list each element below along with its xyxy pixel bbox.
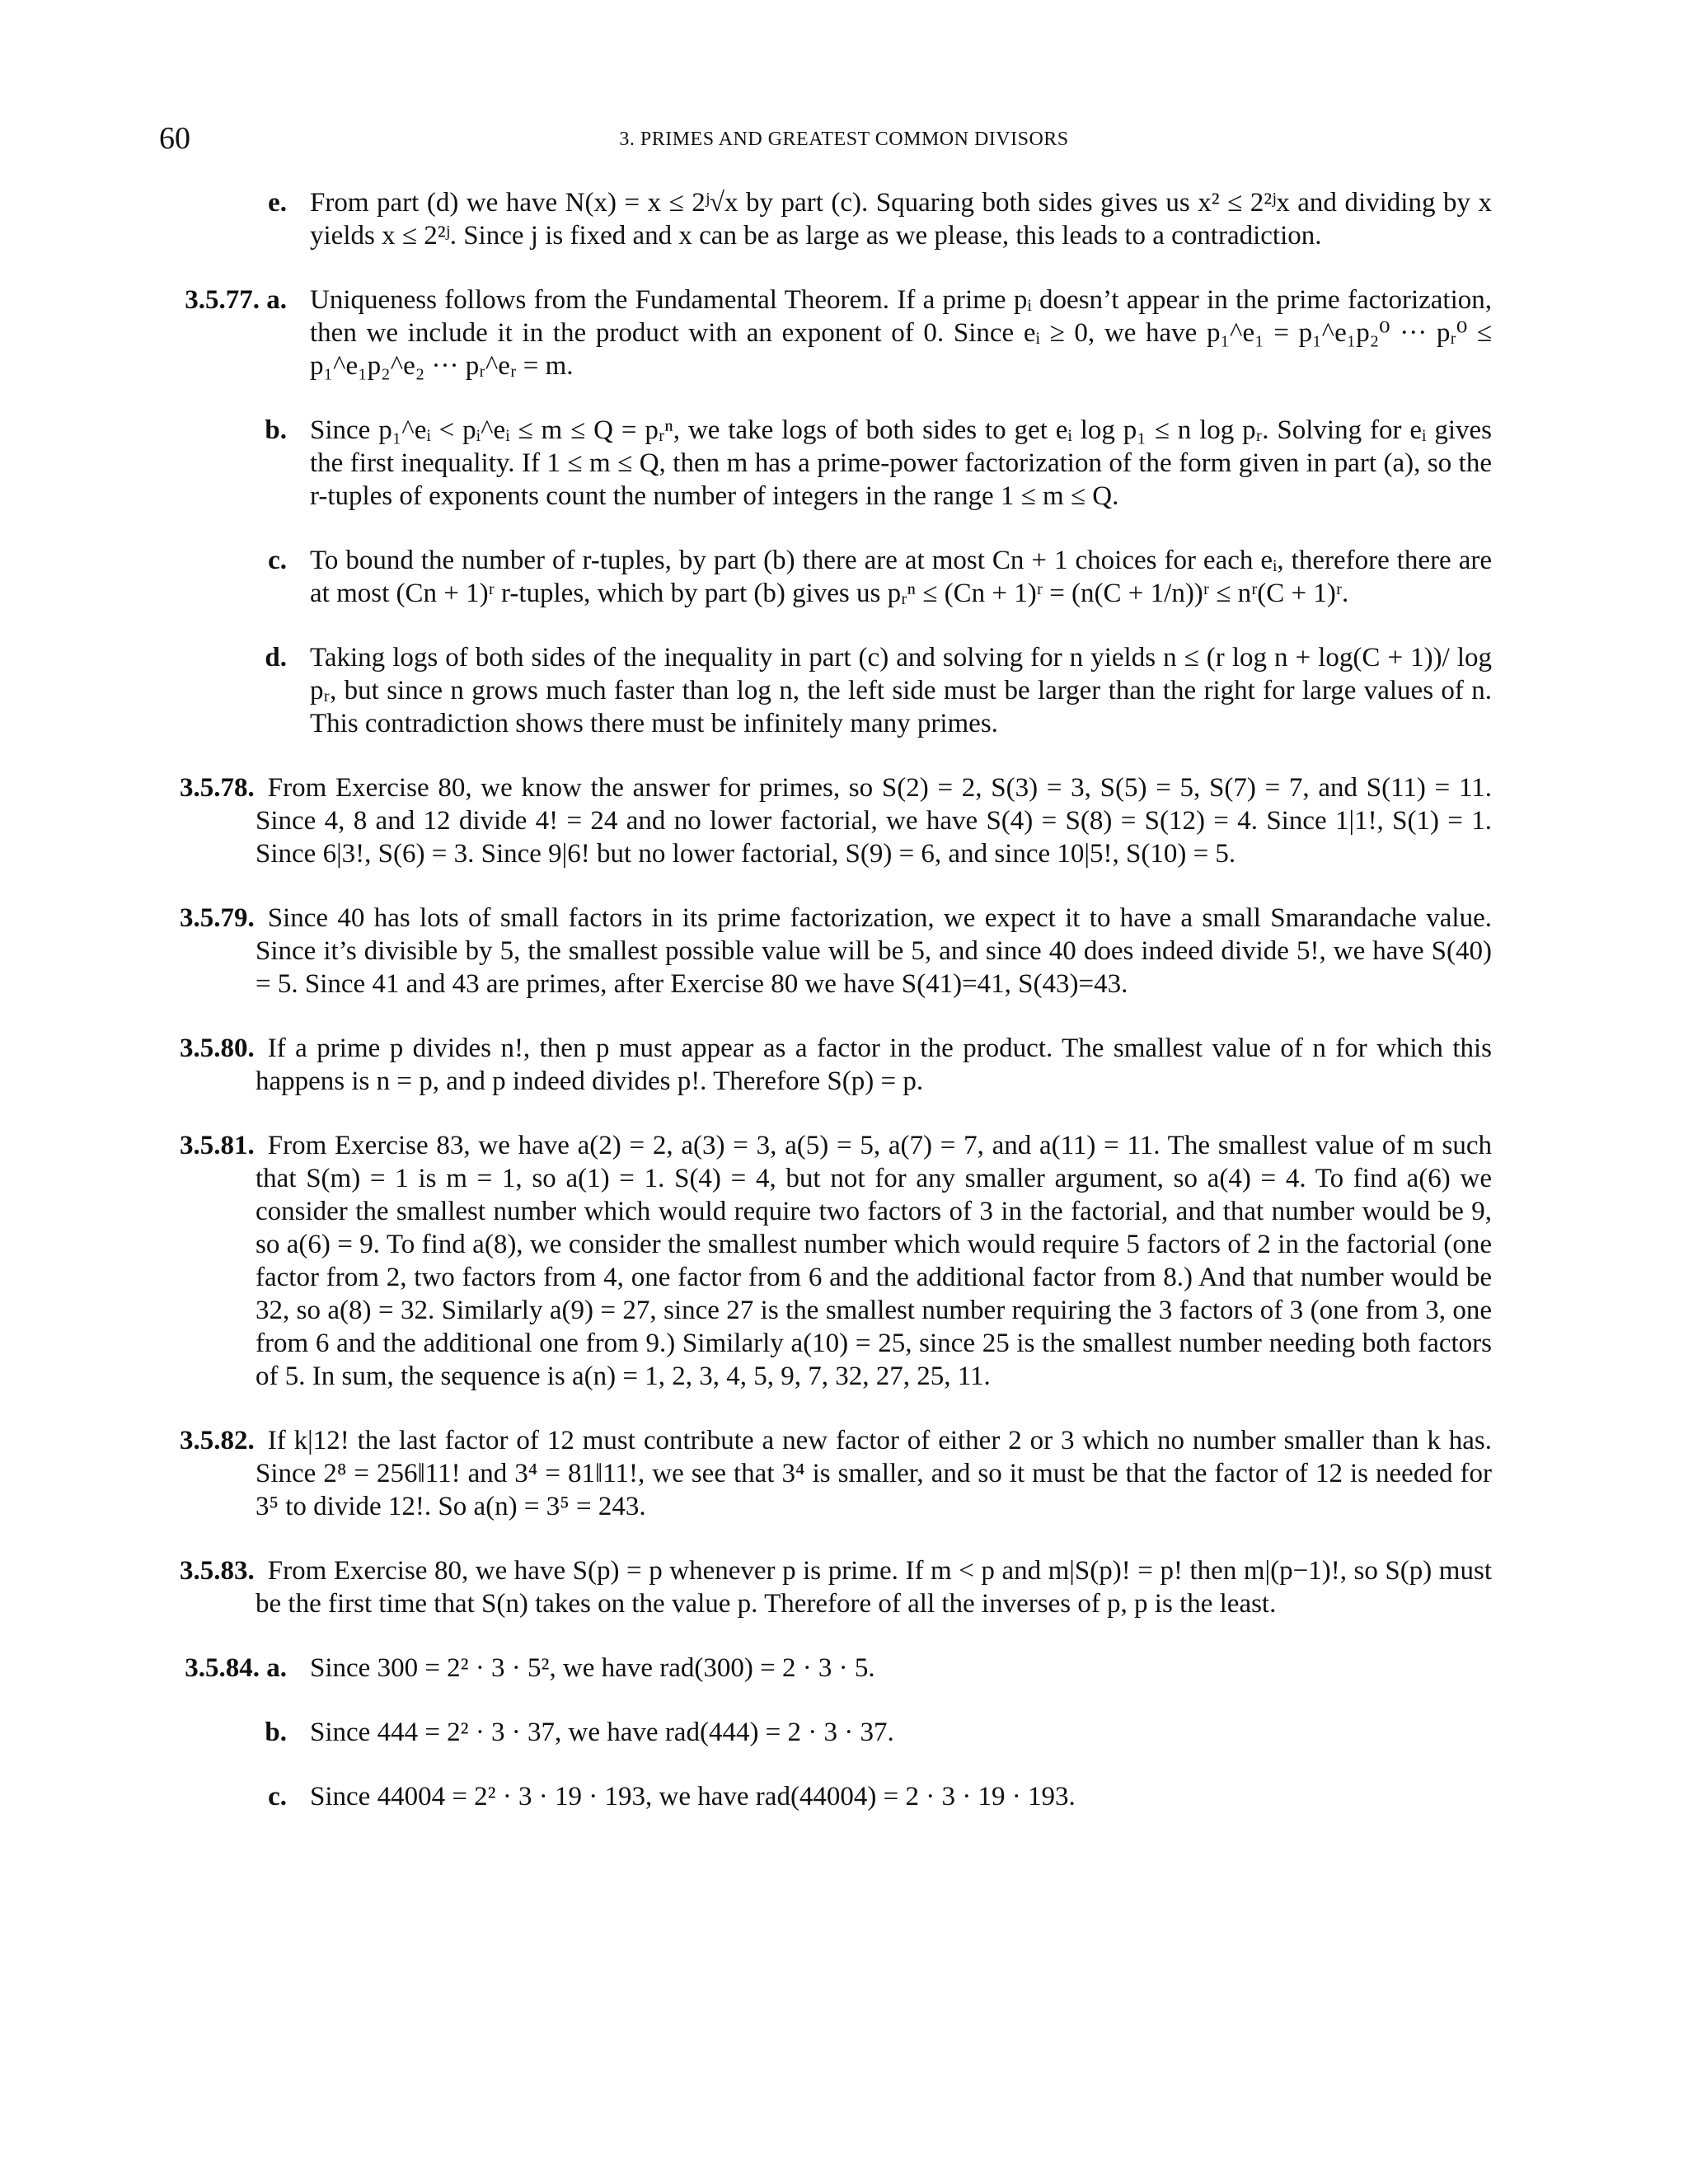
solution-label: c. (268, 1782, 287, 1811)
solution-text: If k|12! the last factor of 12 must contribute a new factor of either 2 or 3 which no number smaller than k has. Since 2⁸ = 256‖11! and 3⁴ = 81‖11!, we see that 3⁴ is smaller, and so it must be that the factor of 12 is needed for 3⁵ to divide 12!. So a(n) = 3⁵ = 243. (256, 1426, 1492, 1521)
solution-3-5-83 (180, 1554, 1492, 1620)
solution-text: To bound the number of r-tuples, by part (b) there are at most Cn + 1 choices for each eᵢ, therefore there are at most (Cn + 1)ʳ r-tuples, which by part (b) gives us pᵣⁿ ≤ (Cn + 1)ʳ = (n(C + 1/n))ʳ ≤ nʳ(C + 1)ʳ. (310, 546, 1492, 608)
solution-text: If a prime p divides n!, then p must appear as a factor in the product. The smallest value of n for which this happens is n = p, and p indeed divides p!. Therefore S(p) = p. (256, 1033, 1492, 1096)
solution-3-5-82 (180, 1424, 1492, 1523)
solution-text: Since 444 = 2² · 3 · 37, we have rad(444) = 2 · 3 · 37. (310, 1718, 894, 1747)
solution-text: From Exercise 83, we have a(2) = 2, a(3) = 3, a(5) = 5, a(7) = 7, and a(11) = 11. The smallest value of m such that S(m) = 1 is m = 1, so a(1) = 1. S(4) = 4, but not for any smaller argument, so a(4) = 4. To find a(6) we consider the smallest number which would require two factors of 3 in the factorial, and that number would be 9, so a(6) = 9. To find a(8), we consider the smallest number which would require 5 factors of 2 in the factorial (one factor from 2, two factors from 4, one factor from 6 and the additional factor from 8.) And that number would be 32, so a(8) = 32. Similarly a(9) = 27, since 27 is the smallest number requiring the 3 factors of 3 (one from 3, one from 6 and the additional one from 9.) Similarly a(10) = 25, since 25 is the smallest number needing both factors of 5. In sum, the sequence is a(n) = 1, 2, 3, 4, 5, 9, 7, 32, 27, 25, 11. (256, 1131, 1492, 1391)
solution-3-5-84-c (180, 1780, 1492, 1813)
solution-3-5-77-a (180, 284, 1492, 382)
solution-label: d. (265, 643, 287, 673)
solution-label: 3.5.84. a. (185, 1653, 287, 1683)
solution-label: b. (265, 415, 287, 445)
solution-label: c. (268, 546, 287, 575)
solution-label: 3.5.77. a. (185, 285, 287, 315)
page-number: 60 (159, 121, 190, 156)
solution-text: Taking logs of both sides of the inequality in part (c) and solving for n yields n ≤ (r log n + log(C + 1))/ log pᵣ, but since n grows much faster than log n, the left side must be larger than the right for large values of n. This contradiction shows there must be infinitely many primes. (310, 643, 1492, 738)
solutions-body (180, 186, 1492, 1844)
solution-text: Since 40 has lots of small factors in its prime factorization, we expect it to have a small Smarandache value. Since it’s divisible by 5, the smallest possible value will be 5, and since 40 does indeed divide 5!, we have S(40) = 5. Since 41 and 43 are primes, after Exercise 80 we have S(41)=41, S(43)=43. (256, 903, 1492, 999)
solution-label: 3.5.78. (180, 773, 255, 803)
solution-text: From part (d) we have N(x) = x ≤ 2ʲ√x by part (c). Squaring both sides gives us x² ≤ 2²ʲx and dividing by x yields x ≤ 2²ʲ. Since j is fixed and x can be as large as we please, this leads to a contradiction. (310, 188, 1492, 251)
solution-3-5-84-b (180, 1716, 1492, 1749)
solution-label: 3.5.82. (180, 1426, 255, 1455)
solution-text: Uniqueness follows from the Fundamental Theorem. If a prime pᵢ doesn’t appear in the prime factorization, then we include it in the product with an exponent of 0. Since eᵢ ≥ 0, we have p₁^e₁ = p₁^e₁p₂⁰ ··· pᵣ⁰ ≤ p₁^e₁p₂^e₂ ··· pᵣ^eᵣ = m. (310, 285, 1492, 381)
solution-text: From Exercise 80, we have S(p) = p whenever p is prime. If m < p and m|S(p)! = p! then m|(p−1)!, so S(p) must be the first time that S(n) takes on the value p. Therefore of all the inverses of p, p is the least. (256, 1556, 1492, 1619)
solution-3-5-84-a (180, 1652, 1492, 1685)
solution-part-e (180, 186, 1492, 252)
solution-label: 3.5.81. (180, 1131, 255, 1160)
solution-3-5-80 (180, 1032, 1492, 1098)
solution-3-5-79 (180, 902, 1492, 1001)
solution-text: Since 44004 = 2² · 3 · 19 · 193, we have rad(44004) = 2 · 3 · 19 · 193. (310, 1782, 1076, 1811)
solution-text: Since p₁^eᵢ < pᵢ^eᵢ ≤ m ≤ Q = pᵣⁿ, we take logs of both sides to get eᵢ log p₁ ≤ n log pᵣ. Solving for eᵢ gives the first inequality. If 1 ≤ m ≤ Q, then m has a prime-power factorization of the form given in part (a), so the r-tuples of exponents count the number of integers in the range 1 ≤ m ≤ Q. (310, 415, 1492, 511)
solution-3-5-78 (180, 771, 1492, 870)
solution-label: 3.5.80. (180, 1033, 255, 1063)
solution-text: From Exercise 80, we know the answer for primes, so S(2) = 2, S(3) = 3, S(5) = 5, S(7) = 7, and S(11) = 11. Since 4, 8 and 12 divide 4! = 24 and no lower factorial, we have S(4) = S(8) = S(12) = 4. Since 1|1!, S(1) = 1. Since 6|3!, S(6) = 3. Since 9|6! but no lower factorial, S(9) = 6, and since 10|5!, S(10) = 5. (256, 773, 1492, 869)
solution-label: e. (268, 188, 287, 218)
solution-label: 3.5.83. (180, 1556, 255, 1586)
solution-label: 3.5.79. (180, 903, 255, 933)
solution-label: b. (265, 1718, 287, 1747)
solution-3-5-77-c (180, 544, 1492, 610)
solution-3-5-77-d (180, 641, 1492, 740)
solution-3-5-77-b (180, 414, 1492, 513)
solution-text: Since 300 = 2² · 3 · 5², we have rad(300) = 2 · 3 · 5. (310, 1653, 875, 1683)
running-header: 3. PRIMES AND GREATEST COMMON DIVISORS (619, 129, 1069, 150)
solution-3-5-81 (180, 1129, 1492, 1393)
